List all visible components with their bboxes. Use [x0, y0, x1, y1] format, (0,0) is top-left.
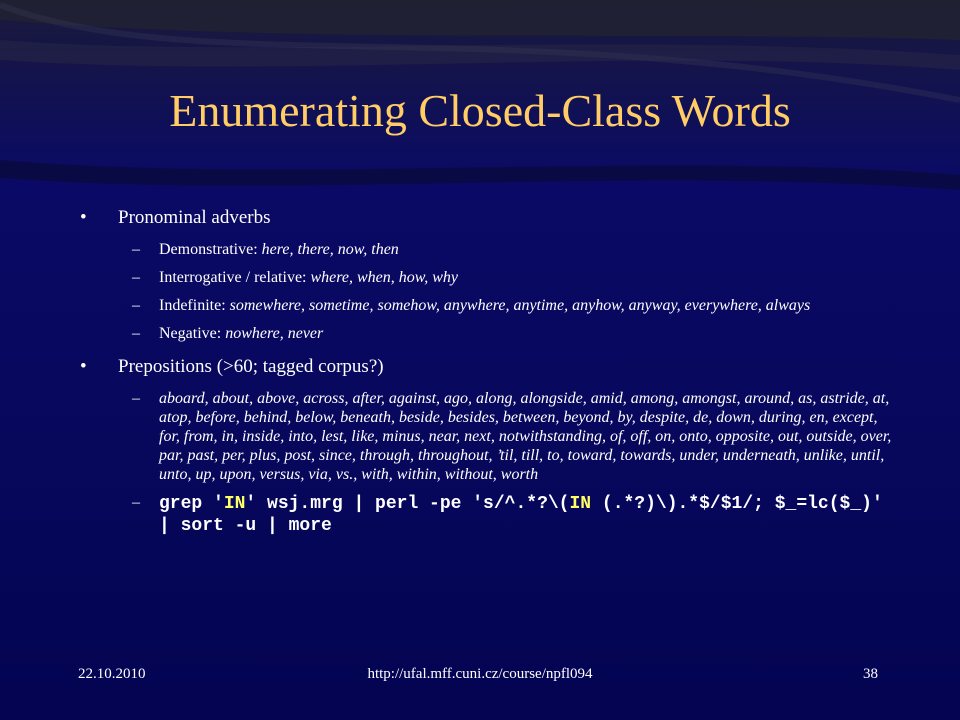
bullet-label: Pronominal adverbs [118, 207, 271, 228]
sub-item-words: somewhere, sometime, somehow, anywhere, anytime, anyhow, anyway, everywhere, always [229, 297, 811, 314]
bullet-icon: • [80, 356, 87, 377]
dash-icon: – [132, 297, 140, 314]
sub-item-interrogative [80, 268, 900, 287]
sub-item-words: here, there, now, then [261, 241, 399, 258]
sub-item-indefinite [80, 296, 900, 315]
bullet-label: Prepositions (>60; tagged corpus?) [118, 356, 384, 377]
slide-title: Enumerating Closed-Class Words [169, 85, 791, 136]
dash-icon: – [132, 494, 140, 511]
code-highlight: IN [223, 494, 246, 514]
grep-command [159, 494, 894, 536]
sub-item-prefix: Indefinite: [159, 297, 230, 314]
dash-icon: – [132, 241, 140, 258]
footer-url: http://ufal.mff.cuni.cz/course/npfl094 [367, 666, 593, 682]
sub-item-words: aboard, about, above, across, after, against, ago, along, alongside, amid, among, amongst, around, as, astride, at, atop, before, behind, below, beneath, beside, besides, between, beyond, by, despite, de, down, during, en, except, for, from, in, inside, into, lest, like, minus, near, next, notwithstanding, of, off, on, onto, opposite, out, outside, over, par, past, per, plus, post, since, through, throughout, ’til, till, to, toward, towards, under, underneath, unlike, until, unto, up, upon, versus, via, vs., with, within, without, worth [159, 390, 892, 483]
sub-item-demonstrative [80, 240, 900, 259]
code-highlight: IN [569, 494, 592, 514]
sub-item-grep-command [80, 493, 900, 537]
footer-page-number: 38 [863, 666, 878, 682]
sub-item-words: nowhere, never [225, 325, 324, 342]
sub-item-prefix: Interrogative / relative: [159, 269, 311, 286]
bullet-pronominal-adverbs [80, 206, 900, 230]
bullet-icon: • [80, 207, 87, 228]
sub-item-words: where, when, how, why [310, 269, 459, 286]
code-text: (.*?)\).*$/$1/; $_=lc($_)' | sort -u | more [159, 494, 894, 536]
sub-item-negative [80, 324, 900, 343]
dash-icon: – [132, 390, 140, 407]
dash-icon: – [132, 269, 140, 286]
code-text: grep ' [159, 494, 224, 514]
slide-content [80, 206, 900, 546]
sub-item-preposition-list [80, 389, 900, 484]
footer-date: 22.10.2010 [78, 666, 146, 682]
sub-item-prefix: Negative: [159, 325, 226, 342]
sub-item-prefix: Demonstrative: [159, 241, 262, 258]
bullet-prepositions [80, 355, 900, 379]
code-text: ' wsj.mrg | perl -pe 's/^.*?\( [245, 494, 570, 514]
dash-icon: – [132, 325, 140, 342]
